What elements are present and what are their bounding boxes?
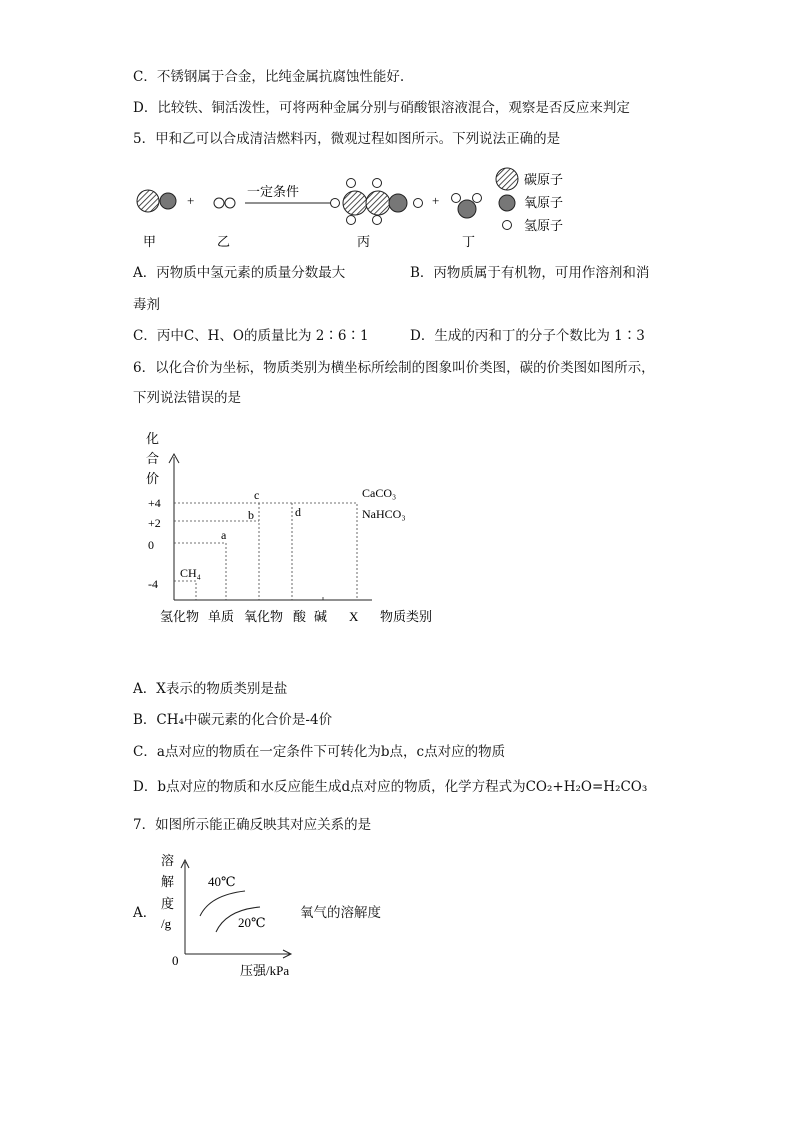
origin-zero: 0	[172, 953, 179, 968]
point-ch4: CH₄	[180, 566, 201, 580]
legend-hydrogen: 氢原子	[524, 218, 564, 233]
q5-stem: 5．甲和乙可以合成清洁燃料丙，微观过程如图所示。下列说法正确的是	[133, 131, 561, 147]
label-jia: 甲	[143, 234, 157, 249]
y-label-1: 化	[146, 431, 160, 446]
label-caco3: CaCO₃	[362, 486, 397, 500]
ytick-0: 0	[148, 538, 154, 552]
plus-1: +	[187, 193, 195, 208]
q6-option-d: D．b点对应的物质和水反应能生成d点对应的物质，化学方程式为CO₂+H₂O=H₂CO₃	[133, 779, 648, 795]
y-label-unit: /g	[161, 916, 172, 931]
point-b: b	[248, 508, 254, 522]
xcat-hydride: 氢化物	[160, 609, 200, 624]
reaction-arrow	[245, 200, 339, 207]
reaction-condition: 一定条件	[247, 184, 300, 199]
dashed-guides	[174, 503, 357, 600]
xcat-base: 碱	[314, 609, 328, 624]
x-axis-label: 物质类别	[380, 609, 433, 624]
curve-label-20c: 20℃	[238, 915, 266, 930]
q6-option-c: C．a点对应的物质在一定条件下可转化为b点，c点对应的物质	[133, 744, 506, 760]
point-d: d	[295, 505, 301, 519]
point-c: c	[254, 488, 260, 502]
legend-carbon: 碳原子	[524, 172, 564, 187]
q6-stem-line2: 下列说法错误的是	[133, 390, 241, 406]
q6-option-a: A．X表示的物质类别是盐	[133, 681, 288, 697]
y-label-du: 度	[161, 896, 175, 911]
q5-option-b-cont: 毒剂	[133, 297, 160, 313]
label-nahco3: NaHCO₃	[362, 507, 406, 521]
xcat-oxide: 氧化物	[244, 609, 284, 624]
guide-minus4	[174, 581, 196, 600]
solubility-chart	[150, 848, 310, 983]
curve-label-40c: 40℃	[208, 874, 236, 889]
molecule-jia	[137, 190, 176, 212]
q5-molecule-diagram	[125, 163, 585, 255]
q5-option-d: D．生成的丙和丁的分子个数比为 1∶3	[410, 328, 645, 344]
q5-option-b: B．丙物质属于有机物，可用作溶剂和消	[410, 265, 650, 281]
guide-plus4-x	[174, 503, 357, 600]
legend-oxygen: 氧原子	[524, 195, 564, 210]
label-ding: 丁	[462, 234, 476, 249]
y-label-rong: 溶	[161, 853, 175, 868]
q4-option-d: D．比较铁、铜活泼性，可将两种金属分别与硝酸银溶液混合，观察是否反应来判定	[133, 100, 630, 116]
q5-option-a: A．丙物质中氢元素的质量分数最大	[133, 265, 346, 281]
xcat-element: 单质	[208, 609, 235, 624]
q7-stem: 7．如图所示能正确反映其对应关系的是	[133, 817, 372, 833]
y-label-2: 合	[146, 451, 160, 466]
point-a: a	[221, 528, 227, 542]
q6-option-b: B．CH₄中碳元素的化合价是-4价	[133, 712, 333, 728]
molecule-ding	[452, 194, 482, 219]
q7-option-a-label: A．	[133, 905, 157, 921]
ytick-minus4: -4	[148, 577, 158, 591]
q7-chart-caption: 氧气的溶解度	[300, 905, 381, 921]
molecule-bing	[331, 179, 423, 225]
x-axis-label: 压强/kPa	[240, 963, 290, 978]
molecule-yi	[214, 198, 235, 208]
xcat-acid: 酸	[293, 609, 307, 624]
y-label-3: 价	[146, 471, 160, 486]
plus-2: +	[432, 193, 440, 208]
q6-stem-line1: 6．以化合价为坐标，物质类别为横坐标所绘制的图象叫价类图，碳的价类图如图所示，	[133, 360, 655, 376]
y-label-jie: 解	[161, 874, 175, 889]
ytick-plus4: +4	[148, 496, 161, 510]
q5-option-c: C．丙中C、H、O的质量比为 2∶6∶1	[133, 328, 369, 344]
ytick-plus2: +2	[148, 516, 161, 530]
xcat-x: X	[349, 609, 359, 624]
q4-option-c: C．不锈钢属于合金，比纯金属抗腐蚀性能好.	[133, 69, 405, 85]
valence-class-chart	[140, 425, 460, 630]
label-yi: 乙	[217, 234, 231, 249]
atom-legend	[496, 168, 563, 233]
label-bing: 丙	[357, 234, 371, 249]
